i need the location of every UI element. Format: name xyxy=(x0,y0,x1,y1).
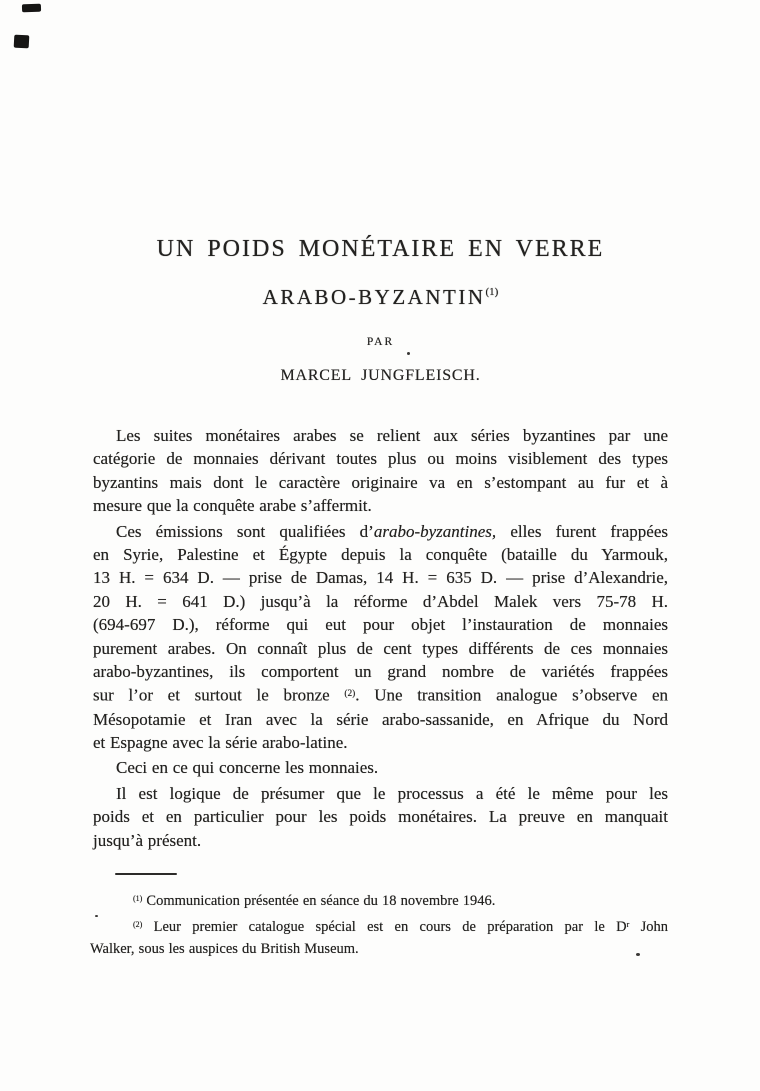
article-title: UN POIDS MONÉTAIRE EN VERRE xyxy=(156,236,605,262)
body-text-run: . Une transition analogue s’observe en xyxy=(355,686,668,706)
body-text-run: Ces émissions sont qualifiées d’ xyxy=(116,521,374,541)
body-line xyxy=(93,520,668,543)
article-subtitle xyxy=(93,285,668,310)
footnote-2-marker: (2) xyxy=(133,919,143,929)
article-body xyxy=(93,424,668,852)
author-name: MARCEL JUNGFLEISCH. xyxy=(280,367,481,384)
footnote-text-run: Communication présentée en séance du 18 novembre 1946. xyxy=(142,892,496,909)
body-line: et Espagne avec la série arabo-latine. xyxy=(93,732,348,752)
body-line: byzantins mais dont le caractère originaire va en s’estompant au fur et à xyxy=(93,472,668,492)
footnote-1-marker: (1) xyxy=(133,894,143,903)
title-footnote-marker: (1) xyxy=(485,286,499,298)
body-text-run: sur l’or et surtout le bronze xyxy=(93,686,345,706)
paragraph-3 xyxy=(93,756,668,779)
body-line: Ceci en ce qui concerne les monnaies. xyxy=(116,758,379,778)
byline-label: PAR xyxy=(366,336,395,348)
footnote-line xyxy=(90,888,668,912)
body-line: en Syrie, Palestine et Égypte depuis la conquête (bataille du Yarmouk, xyxy=(93,545,668,565)
body-line: jusqu’à présent. xyxy=(93,830,202,850)
footnote-separator-rule xyxy=(115,873,177,875)
body-line: 20 H. = 641 D.) jusqu’à la réforme d’Abdel Malek vers 75-78 H. xyxy=(93,591,668,611)
body-line: poids et en particulier pour les poids monétaires. La preuve en manquait xyxy=(93,807,668,827)
body-line: Mésopotamie et Iran avec la série arabo-sassanide, en Afrique du Nord xyxy=(93,709,668,729)
scan-ink-mark-left xyxy=(14,35,30,49)
footnote-text-run: Leur premier catalogue spécial est en cours de préparation par le D xyxy=(142,918,627,935)
body-text-run: elles furent frappées xyxy=(496,521,668,541)
paragraph-1 xyxy=(93,424,668,518)
footnote-line xyxy=(90,914,668,938)
footnote-1 xyxy=(90,888,668,912)
footnote-line: Walker, sous les auspices du British Museum. xyxy=(90,940,359,957)
body-line: arabo-byzantines, ils comportent un grand nombre de variétés frappées xyxy=(93,662,668,682)
footnote-reference-2: (2) xyxy=(344,689,356,700)
body-line: mesure que la conquête arabe s’affermit. xyxy=(93,496,372,516)
body-line: purement arabes. On connaît plus de cent types différents de ces monnaies xyxy=(93,638,668,658)
scan-ink-mark-top xyxy=(22,4,41,13)
scan-speck xyxy=(407,352,410,355)
italic-term: arabo-byzantines, xyxy=(373,521,497,541)
article-subtitle-text: ARABO-BYZANTIN xyxy=(262,285,486,309)
footnote-2 xyxy=(90,914,668,960)
body-line: Les suites monétaires arabes se relient aux séries byzantines par une xyxy=(116,426,668,445)
body-line xyxy=(93,683,668,707)
body-line: 13 H. = 634 D. — prise de Damas, 14 H. = 635 D. — prise d’Alexandrie, xyxy=(93,568,668,588)
paragraph-4 xyxy=(93,782,668,852)
paragraph-2 xyxy=(93,520,668,755)
body-line: catégorie de monnaies dérivant toutes plus ou moins visiblement des types xyxy=(93,449,668,469)
body-line: Il est logique de présumer que le processus a été le même pour les xyxy=(116,783,668,803)
footnote-text-run: John xyxy=(629,918,668,935)
superscript-r: r xyxy=(626,919,630,929)
footnotes xyxy=(90,888,668,960)
body-line: (694-697 D.), réforme qui eut pour objet l’instauration de monnaies xyxy=(93,615,668,635)
